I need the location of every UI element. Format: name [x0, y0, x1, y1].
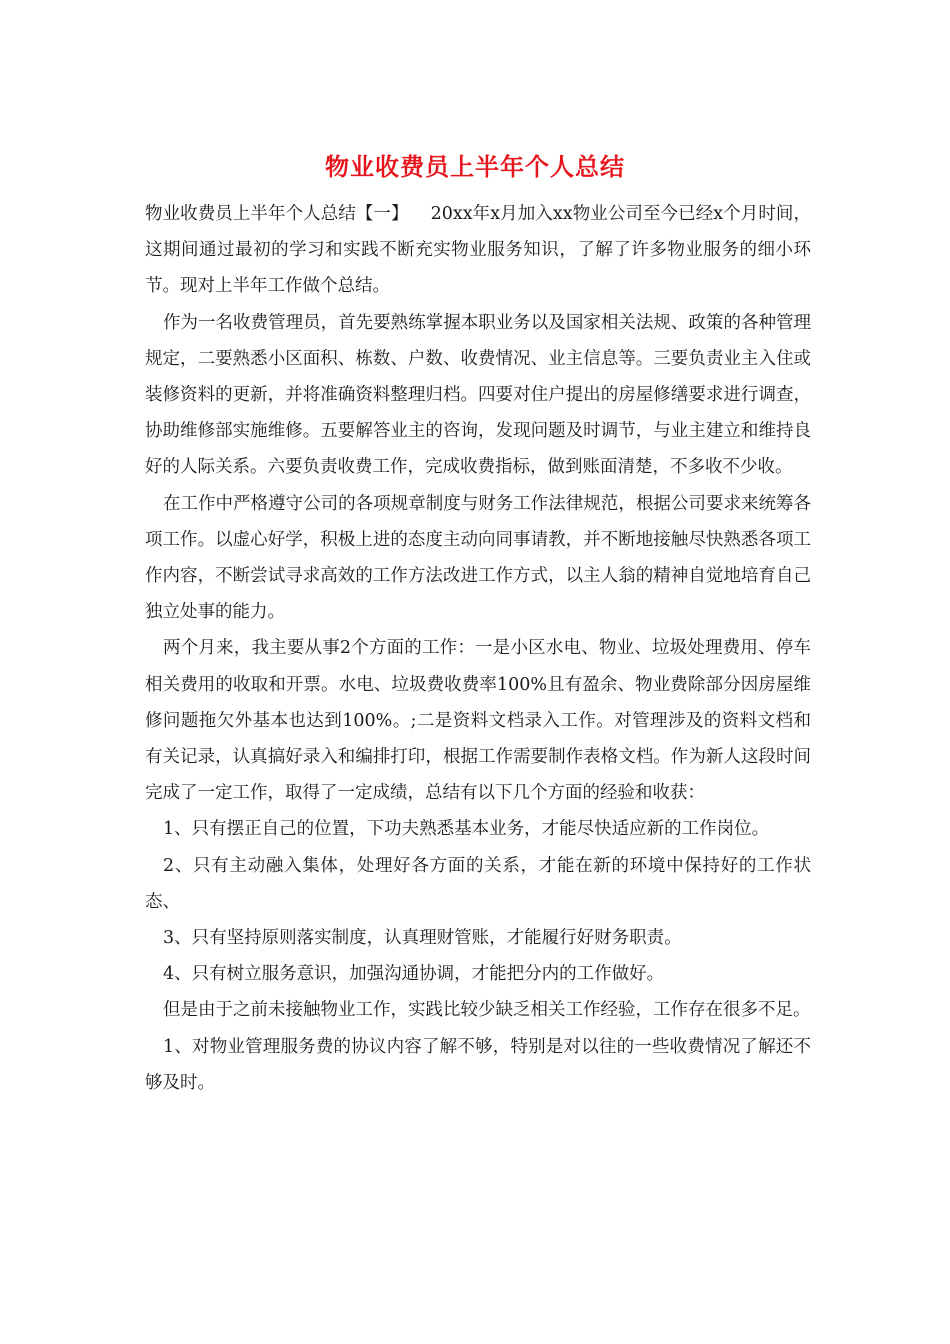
intro-text: 20xx年x月加入xx物业公司至今已经x个月时间，这期间通过最初的学习和实践不断充实物业服务知识，了解了许多物业服务的细小环节。现对上半年工作做个总结。 — [145, 204, 811, 297]
list-item-shortcoming-1: 1、对物业管理服务费的协议内容了解不够，特别是对以往的一些收费情况了解还不够及时。 — [145, 1036, 811, 1093]
paragraph-work-summary: 两个月来，我主要从事2个方面的工作：一是小区水电、物业、垃圾处理费用、停车相关费用的收取和开票。水电、垃圾费收费率100%且有盈余、物业费除部分因房屋维修问题拖欠外基本也达到100%。;二是资料文档录入工作。对管理涉及的资料文档和有关记录，认真搞好录入和编排打印，根据工作需要制作表格文档。作为新人这段时间完成了一定工作，取得了一定成绩，总结有以下几个方面的经验和收获： — [145, 638, 811, 804]
paragraph-compliance: 在工作中严格遵守公司的各项规章制度与财务工作法律规范，根据公司要求来统筹各项工作。以虚心好学，积极上进的态度主动向同事请教，并不断地接触尽快熟悉各项工作内容，不断尝试寻求高效的工作方法改进工作方式，以主人翁的精神自觉地培育自己独立处事的能力。 — [145, 493, 811, 623]
list-item-experience-2: 2、只有主动融入集体，处理好各方面的关系，才能在新的环境中保持好的工作状态、 — [145, 855, 811, 912]
list-item-experience-4: 4、只有树立服务意识，加强沟通协调，才能把分内的工作做好。 — [163, 964, 665, 985]
paragraph-duties: 作为一名收费管理员，首先要熟练掌握本职业务以及国家相关法规、政策的各种管理规定，二要熟悉小区面积、栋数、户数、收费情况、业主信息等。三要负责业主入住或装修资料的更新，并将准确资料整理归档。四要对住户提出的房屋修缮要求进行调查，协助维修部实施维修。五要解答业主的咨询，发现问题及时调节，与业主建立和维持良好的人际关系。六要负责收费工作，完成收费指标，做到账面清楚，不多收不少收。 — [145, 312, 811, 478]
list-item-experience-1: 1、只有摆正自己的位置，下功夫熟悉基本业务，才能尽快适应新的工作岗位。 — [163, 819, 770, 840]
document-title: 物业收费员上半年个人总结 — [325, 152, 625, 181]
intro-label: 物业收费员上半年个人总结【一】 — [145, 204, 409, 224]
paragraph-shortcomings: 但是由于之前未接触物业工作，实践比较少缺乏相关工作经验，工作存在很多不足。 — [163, 1000, 811, 1021]
intro-paragraph — [145, 196, 811, 305]
document-body — [145, 196, 811, 1101]
list-item-experience-3: 3、只有坚持原则落实制度，认真理财管账，才能履行好财务职责。 — [163, 928, 682, 949]
